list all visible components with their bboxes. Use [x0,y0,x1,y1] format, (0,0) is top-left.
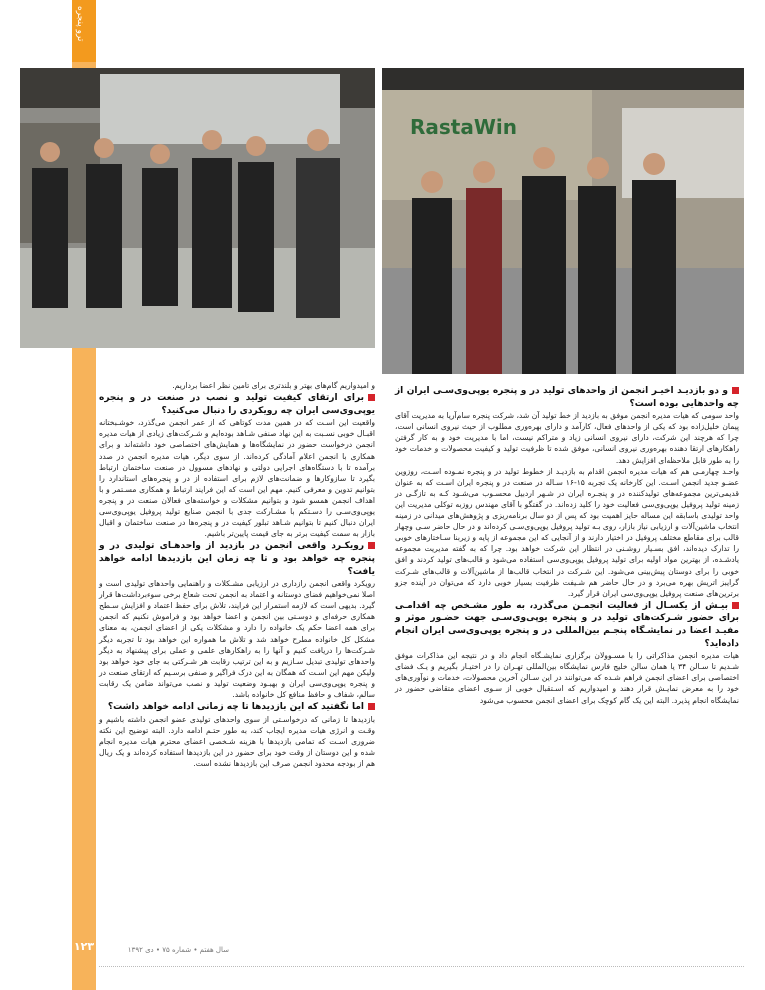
article-left-column [99,380,375,769]
bullet-square [368,703,375,710]
paragraph: بازدیدها تا زمانی که درخواسـتی از سوی واحدهای تولیدی عضو انجمن داشته باشیم و وقـت و انرژی هیات مدیره ایجاب کند، به طور حتـم ادامه دارد. البته توضیح این نکته ضروری اسـت که تمامی بازدیدها با هزینه شـخصی اعضای محترم هیات مدیره انجام شده و این دوستان از وقت خود برای حضور در این بازدیدها استفاده کرده‌اند و یک ریال هم از بودجه محدود انجمن صرف این بازدیدها نشده است. [99,714,375,769]
footer-folio: سال هفتم • شماره ۷۵ • دی ۱۳۹۲ [127,946,229,954]
question-heading: برای ارتقای کیفیت تولید و نصب در صنعت در و پنجره یوپی‌وی‌سی ایران چه رویکردی را دنبال می‌کنید؟ [99,393,375,416]
bullet-square [368,542,375,549]
paragraph: واحد سومی که هیات مدیره انجمن موفق به بازدید از خط تولید آن شد، شرکت پنجره سام‌آریا به مدیریت آقای پیمان خلیل‌زاده بود که یکی از واحدهای فعال، کارآمد و دارای بهره‌وری مطلوب از حیث نیروی انسانی است، چرا که هرچند این شرکت، دارای نیروی انسانی زیاد و متراکم نیست، اما با مدیریت خود و به کار گرفتن راهکارهای ارتقا دهنده بهره‌وری نیروی انسانی، موفق شده تا ظرفیت تولید و کیفیت محصولات و خدمات خود را به طور قابل ملاحظه‌ای افزایش دهد. [395,411,739,465]
paragraph: هیات مدیره انجمن مذاکراتی را با مسـوولان برگزاری نمایشـگاه انجام داد و در نتیجه این مذاکرات موفق شـدیم تا سـالن ۳۴ یا همان سالن خلیج فارس نمایشگاه بین‌المللی تهـران را در اختیـار بگیریم و یـک فضای اختصاصی برای اعضای انجمن فراهم شـده که می‌توانند در این سـالن آخرین محصولات، خدمات و نوآوری‌های خود را به معرض نمایـش قرار دهند و امیدواریم که اسـتقبال خوبی از سـوی اعضای متقاضی حضور در نمایشگاه انجام پذیرد. البته این یک گام کوچک برای اعضای انجمن محسوب می‌شود [395,651,739,705]
bullet-square [732,602,739,609]
paragraph: رویکرد واقعی انجمن رازداری در ارزیابی مشـکلات و راهنمایی واحدهای تولیدی است و اصلا نمی‌خواهیم فضای دوستانه و اعتماد به انجمن تحت شعاع برخی سوءبرداشت‌ها قرار گیرد. بدیهی است که لازمه استمرار این فرایند، تلاش برای حفظ اعتماد و افزایش سـطح همکاری حرفه‌ای و دوسـتی بین انجمن و اعضا خواهد بود و فراموش نکنیم که انجمن برای همه اعضا حکم یک خانواده را دارد و مشکلات یکی از اعضای انجمن، به معنای مشکل کل خانواده مطرح خواهد شد و تلاش ما همواره این خواهد بود تا تجربه دیگر شـرکت‌ها را دریافت کنیم و آنها را به راهکارهای علمی و عملی برای پیشنهاد به دیگر واحدهای تولیدی تبدیل سـازیم و به این ترتیب رقابت هر شـرکتی به جای خود خواهد بود ولیکن مهم این اسـت که همگان به این درک فراگیر و صنفی برسـیم که ارتقای صنعت در و پنجره یوپی‌وی‌سی ایران و بهبـود وضعیت تولید و نصب می‌تواند ضامن یک رقابت سالم، شفاف و حافظ منافع کل خانواده باشد. [99,579,375,700]
paragraph: و امیدواریم گام‌های بهتر و بلندتری برای تامین نظر اعضا برداریم. [172,381,375,390]
paragraph: واحـد چهارمـی هم که هیات مدیره انجمن اقدام به بازدیـد از خطوط تولید در و پنجره نمـوده اسـت، روزوین عضـو جدید انجمن اسـت. این کارخانه یک تجربه ۱۵-۱۶ سـاله در صنعت در و پنجره ایران اسـت که به عنوان قدیمی‌ترین مجموعه‌های تولیدکننده در و پنجـره ایران در شـهر اردبیل محسـوب می‌شـود کـه به تازگـی در زمینه تولید پروفیل یوپی‌وی‌سی فعالیت خود را کلید زده‌اند. در گفتگو با آقای مهندس روزبه توکلی مدیریت این واحد تولیدی باسابقه این مساله حایز اهمیت بود که پس از دو سال برنامه‌ریزی و پژوهش‌های میدانی در زمینه انتخاب ماشین‌آلات و ارزیابی نیاز بازار، روی بـه تولید پروفیل یوپی‌وی‌سـی کرده‌اند و در حال حاضر سـی وچهار قالب برای مقاطع مختلف پروفیل در اختیار دارند و از آنجایی که این مجموعه از پایه و زیربنا سـاختارهای خوبی را تدارک دیده‌اند، افق بسـیار روشـنی در انتظار این شرکت خواهد بود. چرا که به گفته مدیریت مجموعه یاد‌شـده، از بهترین مواد اولیه برای تولید پروفیل یوپی‌وی‌سی استفاده می‌شود و قالب‌های تولید کردند و افق خوبی را برای دوستان پیش‌بینی می‌شود. این شـرکت در انتخاب قالب‌ها از ماشین‌آلات و قالب‌های شـرکت گرایبز اتریش بهره می‌برد و در حال حاضر هم شـیفت ظرفیت بسیار خوبی دارد که می‌توان در آینده جزو برترین‌های صنعت پروفیل یوپی‌وی‌سی ایران قرار گیرد. [395,466,739,598]
bullet-square [368,394,375,401]
paragraph: واقعیت این اسـت که در همین مدت کوتاهی که از عمر انجمن می‌گذرد، خوشـبختانه اقبـال خوبی نسـبت به این نهاد صنفی شـاهد بوده‌ایم و شـرکت‌های زیادی از هیات مدیره انجمن درخواست حضور در نمایشگاه‌ها و همایش‌های اختصاصی خود داشته‌اند و برای همکاری با انجمن اعلام آمادگی کرده‌اند. از سوی دیگر، هیات مدیره انجمن در صدد برآمده تا با دستگاه‌های اجرایی دولتی و نهادهای مسوول در صنعت ساختمان ارتباط بگیرد تا سازوکارها و ضمانت‌های لازم برای استفاده از در و پنجره‌های استاندارد را بتوانیم تدوین و معرفی کنیم. مهم این است که این فرایند ارتباط و همکاری مسـتمر و با اهداف انجمن همسو شود و بتوانیم مشکلات و خواسته‌های فعالان صنعت در و پنجره یوپی‌وی‌سـی را دسـتکم با مشـارکت جدی با انجمن صنایع تولید پروفیل یوپی‌وی‌سی ایران دنبال کنیم تا بتوانیم شـاهد تبلور کیفیت در و پنجره‌ها در صنعت ساختمان و اقبال بازار به سمت کیفیت برتر به جای قیمت پایین‌تر باشیم. [99,418,375,539]
article-right-column [395,384,739,706]
rastawin-sign: RastaWin [410,115,518,139]
section-tab [72,0,96,62]
group-photo-left [20,68,375,348]
footer-divider [99,966,744,967]
question-heading: اما نگفتید که این بازدیدها تا چه زمانی ادامه خواهد داشت؟ [99,701,375,714]
question-heading: و دو بازدیـد اخیـر انجمن از واحدهای تولید در و پنجره یوپی‌وی‌سـی ایران از چه واحدهایی بوده است؟ [395,386,739,409]
question-heading: بیـش از یکسـال از فعالیت انجمـن می‌گذرد، به طور مشـخص چه اقدامـی برای حضور شـرکت‌های تولید در و پنجره یوپی‌وی‌سـی جهت حضـور موثر و مفیـد اعضا در نمایشـگاه پنجـم بین‌المللی در و پنجره یوپی‌وی‌سی ایران انجام داده‌اید؟ [395,600,739,649]
group-photo-right [382,68,744,374]
section-tab-label: ترو پنجره [75,6,85,42]
page-number: ۱۲۳ [73,940,95,953]
question-heading: رویکـرد واقعی انجمن در بازدید از واحدهـای تولیدی در و پنجره چه خواهد بود و تا چه زمان این بازدیدها ادامه خواهد یافت؟ [99,541,375,577]
bullet-square [732,387,739,394]
